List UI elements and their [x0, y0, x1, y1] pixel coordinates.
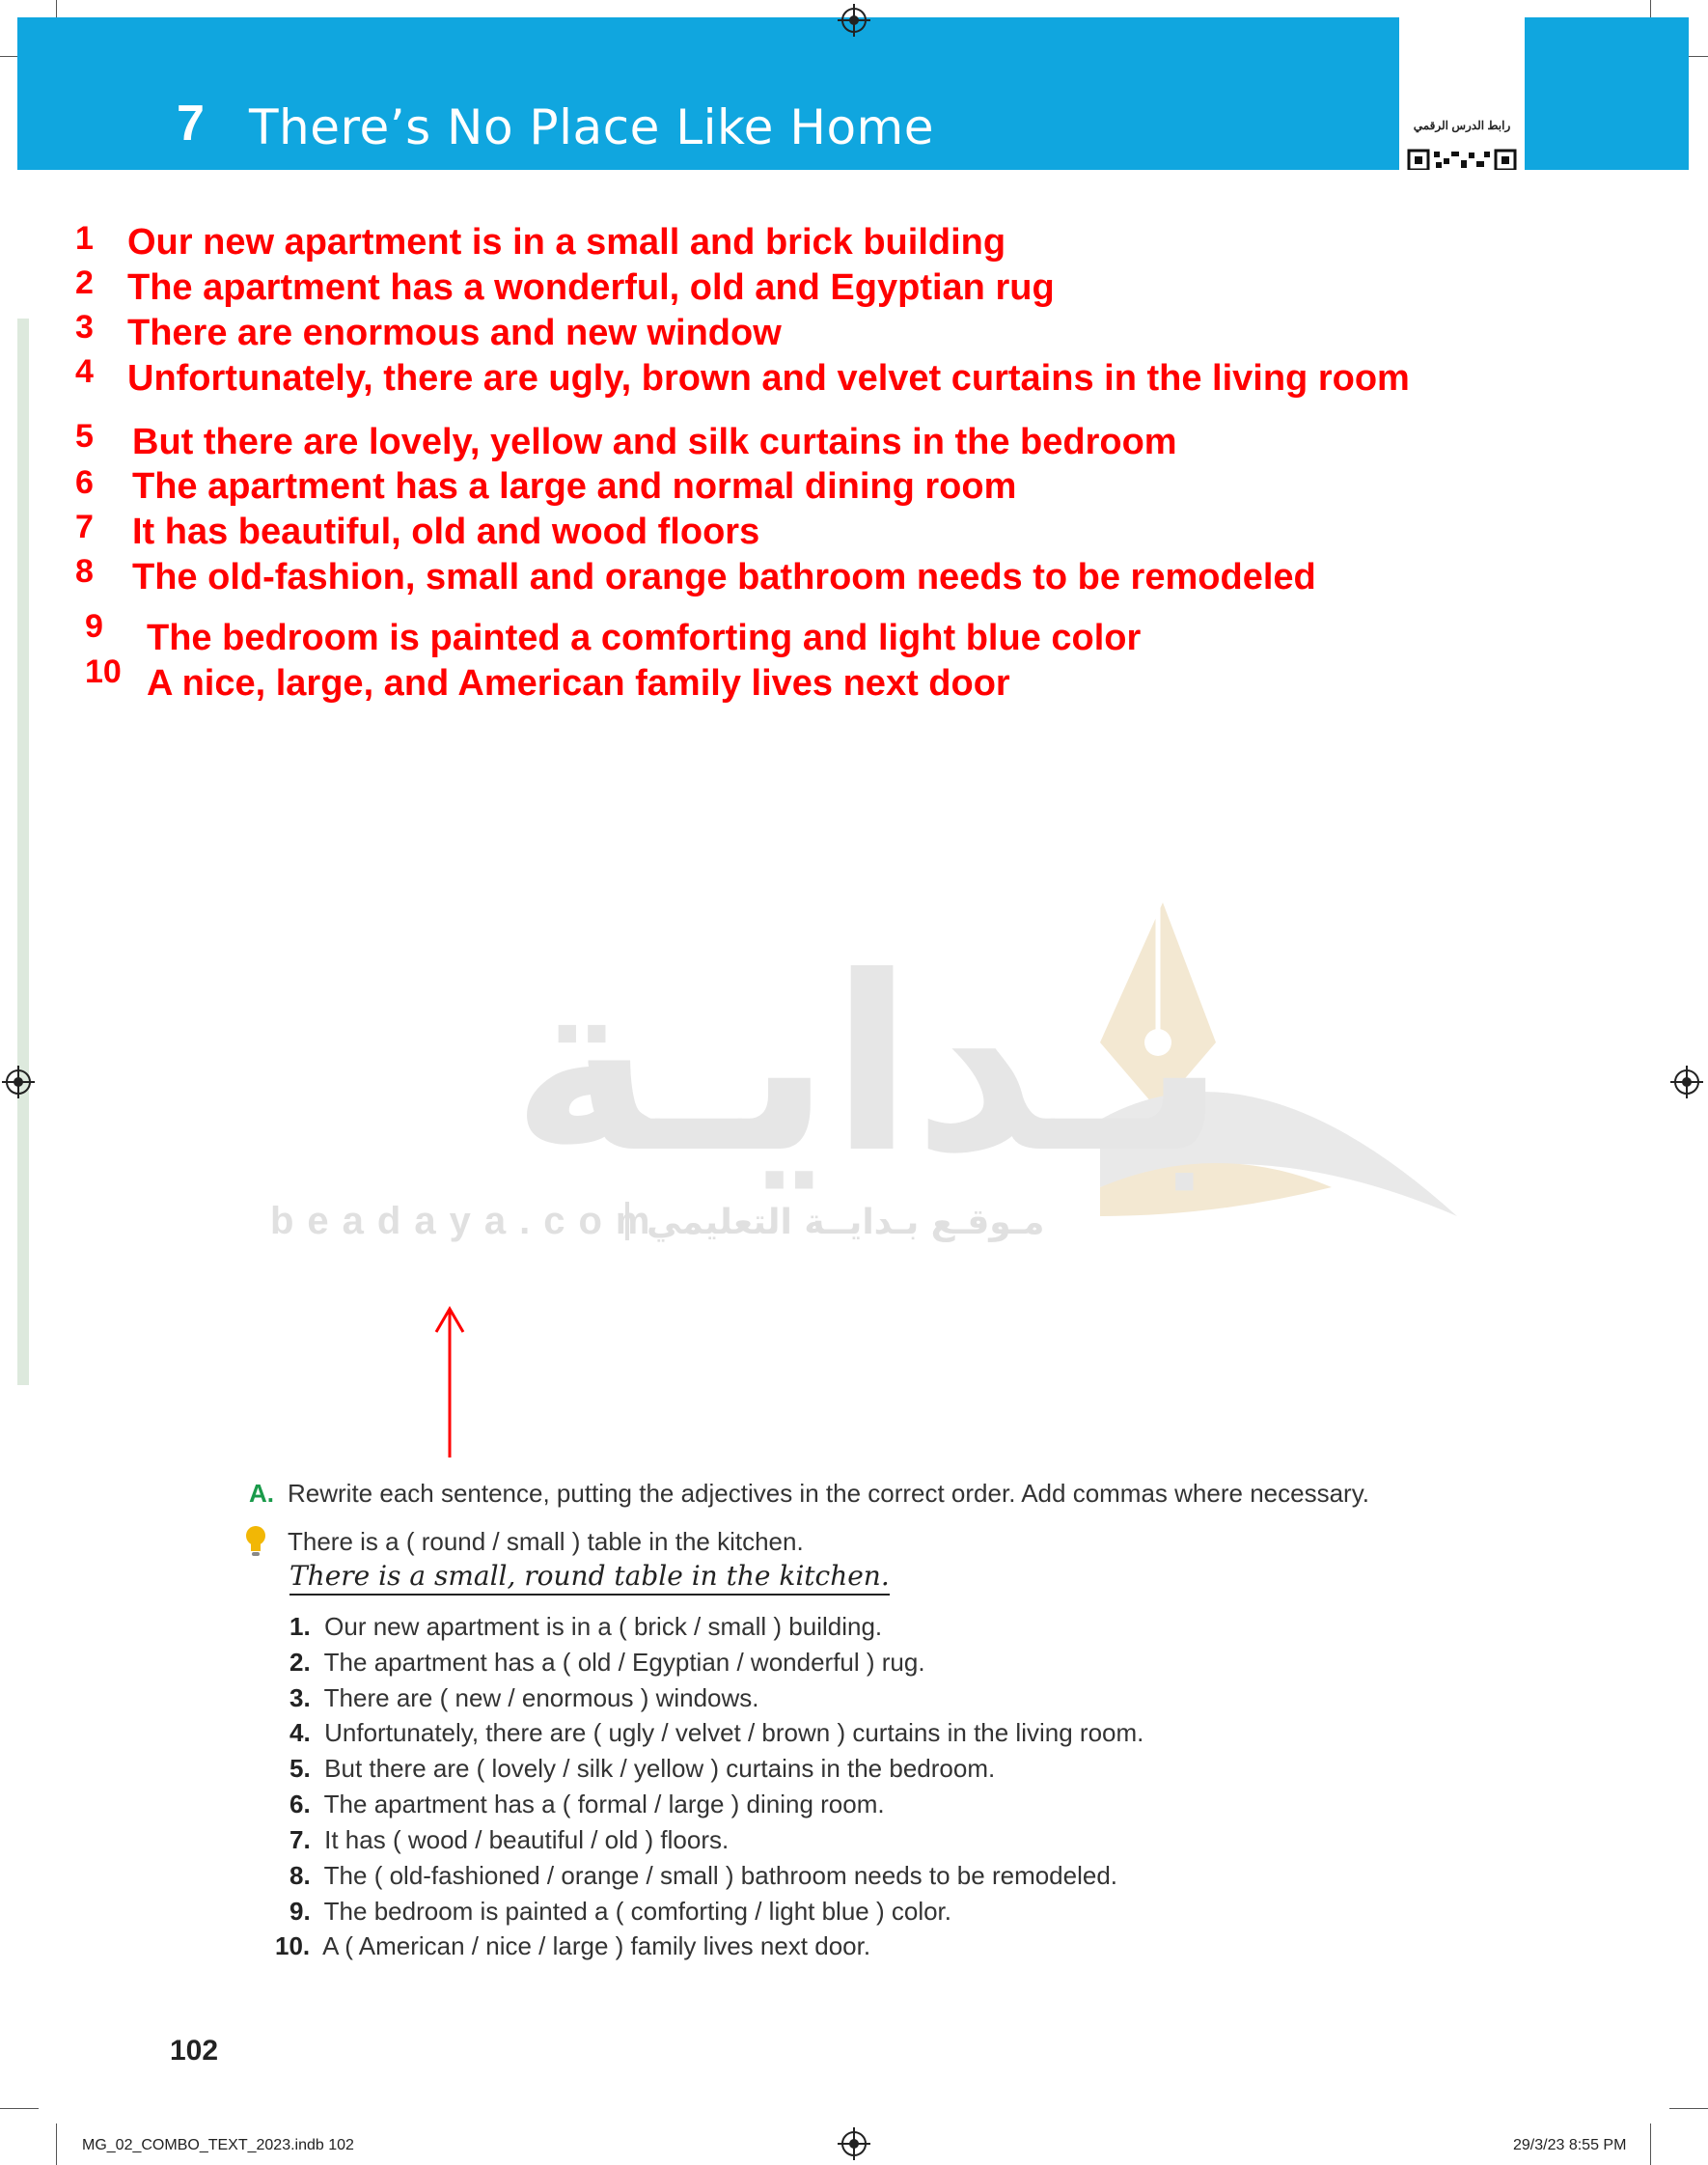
watermark-tagline: مـوقـع بـدايــة التعليمي: [647, 1203, 1045, 1242]
answer-text: The old-fashion, small and orange bathroom needs to be remodeled: [132, 557, 1316, 597]
item-text: A ( American / nice / large ) family lives next door.: [322, 1931, 871, 1960]
registration-mark-icon: [6, 1069, 31, 1095]
item-text: The bedroom is painted a ( comforting / light blue ) color.: [323, 1897, 952, 1926]
item-number: 6.: [289, 1790, 311, 1818]
exercise-item: [275, 1931, 870, 1961]
answer-text: It has beautiful, old and wood floors: [132, 512, 760, 552]
answer-text: Our new apartment is in a small and brick building: [127, 222, 1006, 263]
exercise-item: [289, 1861, 1117, 1891]
answer-number: 6: [75, 464, 94, 501]
lightbulb-icon: [244, 1525, 267, 1558]
item-number: 4.: [289, 1718, 311, 1747]
answer-number: 4: [75, 353, 94, 390]
crop-mark: [0, 2108, 39, 2109]
item-number: 7.: [289, 1825, 311, 1854]
crop-mark: [1650, 2123, 1651, 2165]
side-margin-bar: [17, 319, 29, 1385]
answer-number: 9: [85, 608, 103, 645]
registration-mark-icon: [1674, 1069, 1699, 1095]
crop-mark: [56, 2123, 57, 2165]
exercise-item: [289, 1790, 885, 1819]
item-text: It has ( wood / beautiful / old ) floors.: [324, 1825, 730, 1854]
item-number: 1.: [289, 1612, 311, 1641]
answer-number: 3: [75, 309, 94, 346]
item-number: 2.: [289, 1648, 311, 1677]
item-number: 8.: [289, 1861, 311, 1890]
item-text: Our new apartment is in a ( brick / small ) building.: [324, 1612, 883, 1641]
registration-mark-icon: [841, 8, 867, 33]
item-number: 9.: [289, 1897, 311, 1926]
qr-label: رابط الدرس الرقمي: [1413, 119, 1511, 132]
answer-number: 5: [75, 418, 94, 455]
exercise-example-answer: There is a small, round table in the kitchen.: [289, 1560, 890, 1596]
answer-number: 2: [75, 264, 94, 301]
watermark-site: beadaya.com: [270, 1200, 664, 1242]
answer-text: A nice, large, and American family lives next door: [147, 663, 1010, 704]
answer-text: There are enormous and new window: [127, 313, 782, 353]
beadaya-watermark: [251, 898, 1467, 1245]
answer-number: 10: [85, 653, 122, 690]
digital-lesson-link[interactable]: [1399, 17, 1525, 170]
arrow-up-icon: [425, 1303, 482, 1467]
exercise-item: [289, 1718, 1143, 1748]
chapter-number: 7: [177, 96, 205, 152]
answer-number: 1: [75, 220, 94, 257]
answer-number: 7: [75, 509, 94, 545]
exercise-letter: A.: [249, 1479, 274, 1508]
registration-mark-icon: [841, 2131, 867, 2156]
item-number: 3.: [289, 1683, 311, 1712]
chapter-title: There’s No Place Like Home: [249, 99, 934, 155]
exercise-item: [289, 1612, 882, 1642]
answer-text: Unfortunately, there are ugly, brown and velvet curtains in the living room: [127, 358, 1410, 399]
qr-code-icon: [1407, 149, 1517, 170]
exercise-example: There is a ( round / small ) table in the kitchen.: [288, 1527, 804, 1556]
item-text: The apartment has a ( formal / large ) dining room.: [323, 1790, 885, 1818]
item-text: Unfortunately, there are ( ugly / velvet / brown ) curtains in the living room.: [324, 1718, 1144, 1747]
answer-text: But there are lovely, yellow and silk curtains in the bedroom: [132, 422, 1177, 462]
answer-text: The apartment has a wonderful, old and Egyptian rug: [127, 267, 1055, 308]
item-number: 10.: [275, 1931, 311, 1960]
page-number: 102: [170, 2035, 219, 2067]
answer-number: 8: [75, 553, 94, 590]
exercise-item: [289, 1897, 951, 1927]
exercise-item: [289, 1648, 925, 1678]
exercise-item: [289, 1825, 729, 1855]
crop-mark: [1669, 2108, 1708, 2109]
item-text: There are ( new / enormous ) windows.: [323, 1683, 759, 1712]
item-text: But there are ( lovely / silk / yellow ) curtains in the bedroom.: [324, 1754, 996, 1783]
watermark-logo: بـدايـة: [510, 925, 1226, 1206]
exercise-instruction: Rewrite each sentence, putting the adjectives in the correct order. Add commas where necessary.: [288, 1479, 1369, 1508]
footer-date: 29/3/23 8:55 PM: [1513, 2137, 1627, 2153]
answer-text: The apartment has a large and normal dining room: [132, 466, 1017, 507]
answer-text: The bedroom is painted a comforting and light blue color: [147, 618, 1142, 658]
item-text: The ( old-fashioned / orange / small ) bathroom needs to be remodeled.: [323, 1861, 1118, 1890]
footer-file-info: MG_02_COMBO_TEXT_2023.indb 102: [82, 2137, 354, 2153]
exercise-item: [289, 1754, 995, 1784]
item-number: 5.: [289, 1754, 311, 1783]
exercise-item: [289, 1683, 759, 1713]
item-text: The apartment has a ( old / Egyptian / wonderful ) rug.: [323, 1648, 925, 1677]
